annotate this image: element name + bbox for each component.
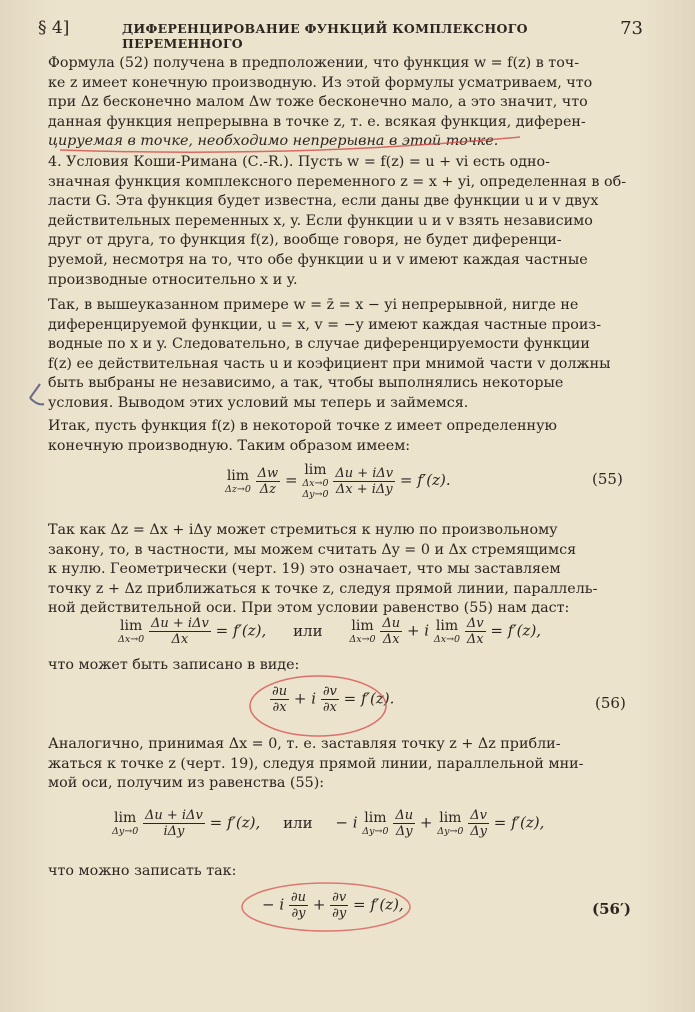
denominator: Δx <box>171 632 189 647</box>
paragraph-derivative <box>48 417 630 456</box>
text-line: друг от друга, то функция f(z), вообще говоря, не будет диференци- <box>48 232 562 249</box>
text-line: ласти G. Эта функция будет известна, если даны две функции u и v двух <box>48 193 599 210</box>
numerator: ∂v <box>332 890 347 905</box>
text-line: жаться к точке z (черт. 19), следуя прямой линии, параллельной мни- <box>48 755 584 772</box>
fraction <box>149 616 211 647</box>
text-line: 4. Условия Коши-Римана (С.-R.). Пусть w = f(z) = u + vi есть одно- <box>48 154 550 170</box>
text-line: при Δz бесконечно малом Δw тоже бесконечно мало, а это значит, что <box>48 94 588 111</box>
limit-subscript: Δy→0 <box>112 826 139 837</box>
plus-i: + i <box>406 621 430 640</box>
limit-subscript: Δx→0 <box>349 634 376 645</box>
text-line: Так как Δz = Δx + iΔy может стремиться к нулю по произвольному <box>48 522 558 538</box>
text-line: конечную производную. Таким образом имеем: <box>48 437 411 454</box>
text-line: данная функция непрерывна в точке z, т. е. всякая функция, диферен- <box>48 113 586 130</box>
fraction <box>468 808 489 839</box>
numerator: ∂u <box>290 890 307 905</box>
text-line: ке z имеет конечную производную. Из этой формулы усматриваем, что <box>48 74 593 91</box>
denominator: Δy <box>470 824 487 839</box>
fraction <box>465 616 486 647</box>
text-line: f(z) ее действительная часть u и коэфициент при мнимой части v должны <box>48 355 611 372</box>
equation-56-prime <box>262 890 404 921</box>
pencil-tick-mark <box>30 384 44 404</box>
numerator: ∂u <box>272 684 288 699</box>
text-line: диференцируемой функции, u = x, v = −y имеют каждая частные произ- <box>48 316 602 333</box>
fraction <box>393 808 415 839</box>
numerator: Δv <box>466 616 484 631</box>
page-number: 73 <box>620 18 643 39</box>
or-word: или <box>283 813 313 832</box>
numerator: Δu <box>382 616 401 631</box>
text-line: водные по x и y. Следовательно, в случае диференцируемости функции <box>48 336 590 353</box>
rhs: = f′(z), <box>493 813 545 832</box>
denominator: ∂x <box>272 700 287 715</box>
numerator: Δw <box>257 465 279 481</box>
lim-label: lim <box>351 618 374 634</box>
paragraph-example <box>48 296 630 414</box>
minus-i: − i <box>262 895 285 914</box>
text-line: руемой, несмотря на то, что обе функции u и v имеют каждая частные <box>48 251 588 268</box>
text-line: точку z + Δz приближаться к точке z, следуя прямой линии, параллель- <box>48 580 598 597</box>
text-line: ной действительной оси. При этом условии равенство (55) нам даст: <box>48 600 570 617</box>
fraction <box>321 684 339 715</box>
text-line: что может быть записано в виде: <box>48 657 300 673</box>
rhs: = f′(z). <box>399 471 451 489</box>
fraction <box>143 808 205 839</box>
lim-label: lim <box>439 810 462 826</box>
rhs: = f′(z), <box>490 621 542 640</box>
rhs: = f′(z), <box>209 813 261 832</box>
plus-sign: + <box>312 895 326 914</box>
equation-label-56: (56) <box>595 694 626 712</box>
lim-label: lim <box>435 618 459 634</box>
or-word: или <box>293 621 323 640</box>
numerator: Δu + iΔv <box>145 808 203 823</box>
limit-subscript: Δx→0 <box>118 634 145 645</box>
denominator: ∂x <box>322 700 337 715</box>
equation-limit-x <box>118 616 541 647</box>
section-marker: § 4] <box>38 18 70 38</box>
minus-i: − i <box>335 813 358 832</box>
rhs: = f′(z), <box>353 895 404 914</box>
text-line: закону, то, в частности, мы можем считать Δy = 0 и Δx стремящимся <box>48 541 577 558</box>
equation-label-56-prime: (56′) <box>592 900 632 918</box>
denominator: ∂y <box>332 906 347 921</box>
rhs: = f′(z), <box>215 621 267 640</box>
text-line: действительных переменных x, y. Если функции u и v взять независимо <box>48 212 593 229</box>
fraction <box>256 466 281 497</box>
denominator: Δz <box>259 481 277 497</box>
text-line: цируемая в точке, необходимо непрерывна в этой точке. <box>48 133 499 150</box>
equation-limit-y <box>112 808 544 839</box>
text-line: Формула (52) получена в предположении, что функция w = f(z) в точ- <box>48 55 580 71</box>
lim-label: lim <box>364 810 387 826</box>
text-intro-56p <box>48 862 630 882</box>
equation-55 <box>225 462 451 500</box>
numerator: Δv <box>470 808 487 823</box>
lim-label: lim <box>114 810 137 826</box>
paragraph-geometric <box>48 521 630 619</box>
numerator: Δu + iΔv <box>335 465 394 481</box>
text-intro-56 <box>48 656 630 676</box>
denominator: Δx <box>382 632 400 647</box>
text-line: мой оси, получим из равенства (55): <box>48 775 325 792</box>
text-line: производные относительно x и y. <box>48 271 298 288</box>
equation-label-55: (55) <box>592 470 623 488</box>
denominator: Δx <box>466 632 484 647</box>
denominator: Δy <box>395 824 413 839</box>
fraction <box>270 684 289 715</box>
limit-subscript: Δx→0 <box>433 634 461 645</box>
limit-subscript: Δy→0 <box>302 489 329 500</box>
lim-label: lim <box>120 618 143 634</box>
denominator: Δx + iΔy <box>335 481 393 497</box>
text-line: значная функция комплексного переменного z = x + yi, определенная в об- <box>48 173 627 190</box>
paragraph-1 <box>48 54 630 152</box>
fraction <box>380 616 402 647</box>
paragraph-analog <box>48 735 630 794</box>
limit-subscript: Δx→0 <box>302 478 329 489</box>
denominator: iΔy <box>163 824 185 839</box>
lim-label: lim <box>226 467 250 484</box>
text-line: Итак, пусть функция f(z) в некоторой точке z имеет определенную <box>48 418 557 434</box>
denominator: ∂y <box>291 906 306 921</box>
equation-56 <box>270 684 394 715</box>
limit-subscript: Δy→0 <box>437 826 464 837</box>
paragraph-cauchy-riemann <box>48 153 630 290</box>
running-header <box>38 18 643 51</box>
text-line: условия. Выводом этих условий мы теперь и займемся. <box>48 394 469 411</box>
fraction <box>289 890 308 921</box>
numerator: Δu + iΔv <box>151 616 209 631</box>
rhs: = f′(z). <box>343 689 395 708</box>
numerator: Δu <box>395 808 414 823</box>
text-line: что можно записать так: <box>48 863 237 879</box>
text-line: быть выбраны не независимо, а так, чтобы выполнялись некоторые <box>48 375 564 392</box>
limit-subscript: Δy→0 <box>362 826 389 837</box>
limit-subscript: Δz→0 <box>225 483 251 495</box>
chapter-title: ДИФЕРЕНЦИРОВАНИЕ ФУНКЦИЙ КОМПЛЕКСНОГО ПЕРЕМЕННОГО <box>122 21 528 51</box>
fraction <box>333 466 395 497</box>
numerator: ∂v <box>322 684 337 699</box>
text-line: к нулю. Геометрически (черт. 19) это означает, что мы заставляем <box>48 561 561 578</box>
plus-i: + i <box>293 689 317 708</box>
text-line: Аналогично, принимая Δx = 0, т. е. заставляя точку z + Δz прибли- <box>48 736 561 752</box>
equals-sign: = <box>284 471 298 489</box>
fraction <box>330 890 348 921</box>
plus-sign: + <box>419 813 433 832</box>
text-line: Так, в вышеуказанном примере w = z̄ = x − yi непрерывной, нигде не <box>48 297 579 313</box>
lim-label: lim <box>304 462 327 478</box>
